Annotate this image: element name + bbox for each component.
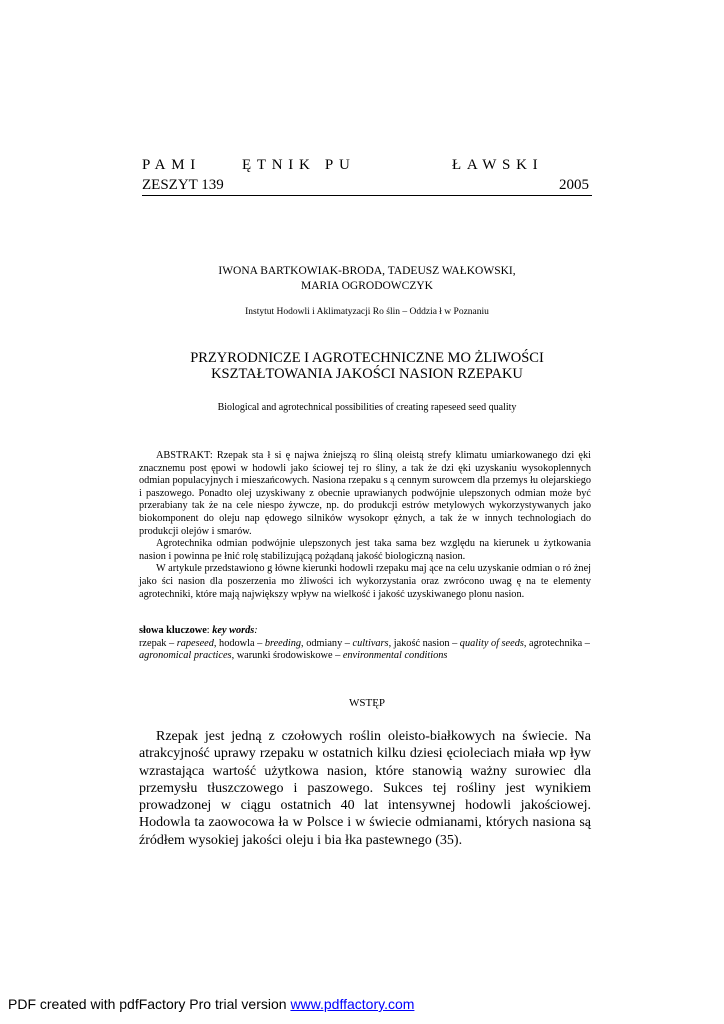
header-rule (142, 195, 592, 196)
abstract (139, 450, 591, 601)
keyword-pl: , agrotechnika – (523, 637, 590, 649)
keywords-label-pl: słowa kluczowe (139, 625, 207, 636)
pdf-footer (8, 996, 414, 1012)
footer-link[interactable]: www.pdffactory.com (290, 996, 415, 1012)
authors-line-1: IWONA BARTKOWIAK-BRODA, TADEUSZ WAŁKOWSKI, (218, 265, 516, 277)
paper-title (142, 350, 592, 382)
keywords-label-en: key words (212, 625, 255, 636)
keyword-pl: , warunki środowiskowe – (231, 650, 343, 662)
section-heading: WSTĘP (348, 697, 386, 709)
institution: Instytut Hodowli i Aklimatyzacji Ro ślin – Oddzia ł w Poznaniu (245, 307, 489, 317)
keyword-en: agronomical practices (139, 650, 232, 662)
authors (142, 264, 592, 294)
keyword-en: quality of seeds (459, 637, 524, 649)
paper-title-line-1: PRZYRODNICZE I AGROTECHNICZNE MO ŻLIWOŚCI (190, 350, 544, 366)
keyword-pl: rzepak – (139, 637, 177, 649)
english-title: Biological and agrotechnical possibilities of creating rapeseed seed quality (217, 402, 517, 413)
issue-year: 2005 (559, 177, 589, 193)
body-text (139, 728, 591, 849)
keywords-colon: : (254, 625, 258, 636)
keyword-pl: , odmiany – (301, 637, 353, 649)
keyword-en: cultivars (352, 637, 389, 649)
journal-title-part-1: PAMI (142, 157, 201, 173)
footer-text: PDF created with pdfFactory Pro trial version (8, 996, 291, 1012)
abstract-paragraph-2: Agrotechnika odmian podwójnie ulepszonych jest taka sama bez względu na kierunek u żytkowania nasion i powinna pe łnić rolę stabilizującą pożądaną jakość biologiczną nasion. (139, 538, 591, 562)
keywords-heading (139, 625, 591, 638)
keyword-en: environmental conditions (342, 650, 448, 662)
body-paragraph: Rzepak jest jedną z czołowych roślin oleisto-białkowych na świecie. Na atrakcyjność uprawy rzepaku w ostatnich kilku dziesi ęcioleciach miała wp ływ wzrastająca wartość użytkowa nasion, które stanowią ważny surowiec dla przemysłu tłuszczowego i paszowego. Sukces tej rośliny jest wynikiem prowadzonej w ciągu ostatnich 40 lat intensywnej hodowli jakościowej. Hodowla ta zaowocowa ła w Polsce i w świecie odmianami, których nasiona są źródłem wysokiej jakości oleju i bia łka pastewnego (35). (139, 729, 591, 848)
paper-title-line-2: KSZTAŁTOWANIA JAKOŚCI NASION RZEPAKU (211, 366, 523, 382)
journal-title-part-2: ĘTNIK PU (242, 157, 356, 173)
keywords-separator: : (206, 625, 213, 636)
keyword-en: breeding (264, 637, 302, 649)
keyword-pl: , hodowla – (213, 637, 265, 649)
authors-line-2: MARIA OGRODOWCZYK (301, 280, 433, 292)
issue-number: ZESZYT 139 (142, 177, 224, 193)
keywords-list (139, 638, 591, 663)
keyword-pl: , jakość nasion – (388, 637, 460, 649)
abstract-paragraph-1: ABSTRAKT: Rzepak sta ł si ę najwa żniejszą ro śliną oleistą strefy klimatu umiarkowanego dzi ęki znacznemu post ępowi w hodowli jako ściowej tej ro śliny, a tak że dzi ęki uzyskaniu wysokoplennych odmian populacyjnych i mieszańcowych. Nasiona rzepaku s ą cennym surowcem dla przemys łu olejarskiego i paszowego. Ponadto olej uzyskiwany z obecnie uprawianych podwójnie ulepszonych odmian może być przerabiany tak że na cele niespo żywcze, np. do produkcji estrów metylowych wykorzystywanych jako biokomponent do oleju nap ędowego silników wysokopr ężnych, a tak że w innych technologiach do produkcji olejów i smarów. (139, 450, 591, 537)
abstract-paragraph-3: W artykule przedstawiono g łówne kierunki hodowli rzepaku maj ące na celu uzyskanie odmian o ró żnej jako ści nasion dla poszerzenia mo żliwości ich wykorzystania oraz zwrócono uwag ę na te elementy agrotechniki, które mają największy wpływ na wielkość i jakość uzyskiwanego plonu nasion. (139, 563, 591, 600)
journal-title-part-3: ŁAWSKI (452, 157, 544, 173)
keywords (139, 625, 591, 663)
keyword-en: rapeseed (176, 637, 214, 649)
